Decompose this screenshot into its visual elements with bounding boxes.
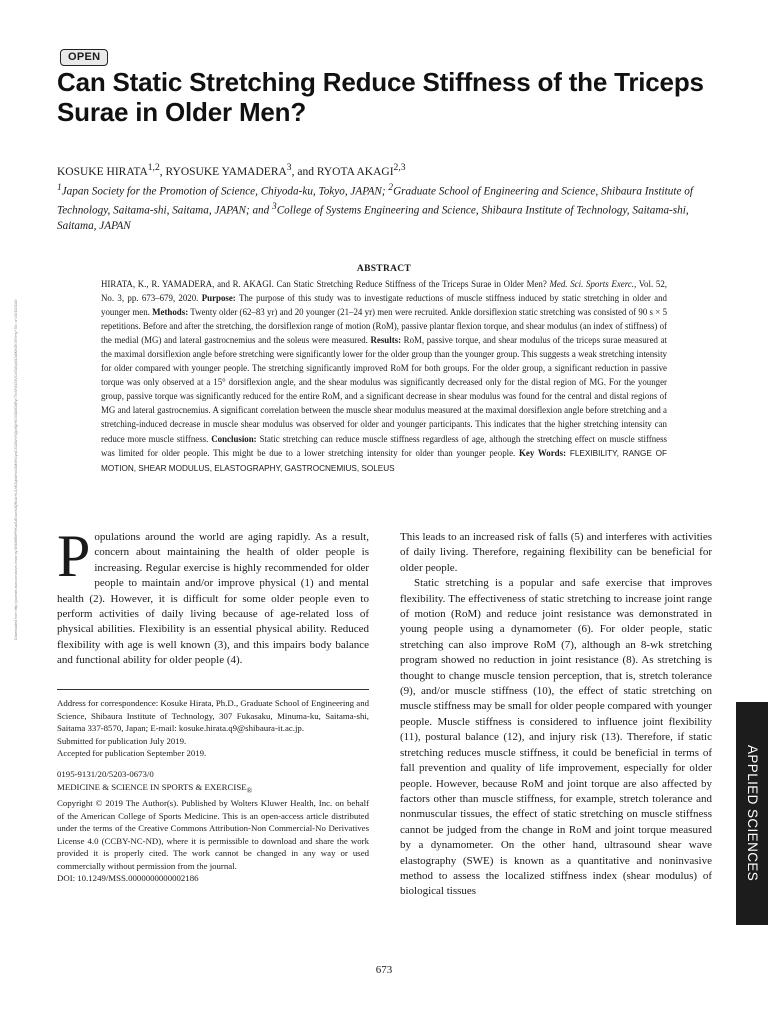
abstract-citation: HIRATA, K., R. YAMADERA, and R. AKAGI. Can Static Stretching Reduce Stiffness of the Triceps Surae in Older Men? bbox=[101, 279, 550, 289]
article-title: Can Static Stretching Reduce Stiffness of the Triceps Surae in Older Men? bbox=[57, 67, 704, 127]
affiliation-marker: 3 bbox=[272, 202, 277, 213]
registered-mark: ® bbox=[246, 785, 253, 795]
abstract-results-label: Results: bbox=[370, 335, 402, 346]
affiliation-text: Graduate School of Engineering and Science, Shibaura Institute of Technology, Saitama-shi, Saitama, JAPAN; and bbox=[57, 185, 693, 217]
submitted-date: Submitted for publication July 2019. bbox=[57, 735, 187, 746]
abstract-conclusion: Static stretching can reduce muscle stiffness regardless of age, although the stretching effect on muscle stiffness was limited for older people. This might be due to a lower stretching intensity for older than younger people. bbox=[101, 433, 668, 458]
accepted-date: Accepted for publication September 2019. bbox=[57, 748, 207, 759]
abstract-keywords: FLEXIBILITY, RANGE OF MOTION, SHEAR MODULUS, ELASTOGRAPHY, GASTROCNEMIUS, SOLEUS bbox=[101, 448, 667, 473]
author-name: RYOTA AKAGI bbox=[316, 165, 394, 178]
abstract-body bbox=[101, 277, 667, 476]
author-affiliation-marker: 1,2 bbox=[147, 162, 160, 173]
abstract-heading: ABSTRACT bbox=[356, 264, 412, 274]
copyright-notice: Copyright © 2019 The Author(s). Published by Wolters Kluwer Health, Inc. on behalf of the American College of Sports Medicine. This is an open-access article distributed under the terms of the Creative Commons Attribution-Non Commercial-No Derivatives License 4.0 (CCBY-NC-ND), where it is permissible to download and share the work provided it is properly cited. The work cannot be changed in any way or used commercially without permission from the journal. bbox=[57, 797, 369, 871]
doi-line: DOI: 10.1249/MSS.0000000000002186 bbox=[57, 873, 199, 884]
download-watermark: Downloaded from http://journals.lww.com/acsm-msse by BhDMf5ePHKav1zEoum1tQfN4a+kJLhEZgbsIHo4XMi0hCywCX1AWnYQp/IlQrHD3i3D0OdRyi7TvSFl4Cf3VC4/OAVpDDa8KKGKV0Ymy+78= on 03/15/2020 bbox=[14, 299, 18, 640]
body-column-right bbox=[400, 530, 712, 900]
abstract-methods-label: Methods: bbox=[152, 307, 189, 318]
affiliation-text: Japan Society for the Promotion of Science, Chiyoda-ku, Tokyo, JAPAN; bbox=[61, 185, 389, 198]
correspondence-note: Address for correspondence: Kosuke Hirata, Ph.D., Graduate School of Engineering and Science, Shibaura Institute of Technology, 307 Fukasaku, Minuma-ku, Saitama-shi, Saitama 337-8570, Japan; E-mail: kosuke.hirata.q9@shibaura-it.ac.jp. bbox=[57, 698, 369, 734]
journal-name-line bbox=[57, 781, 369, 797]
body-column-left bbox=[57, 523, 369, 669]
abstract-purpose: The purpose of this study was to investigate reductions of muscle stiffness induced by static stretching in older and younger men. bbox=[101, 293, 667, 318]
abstract-journal: Med. Sci. Sports Exerc. bbox=[549, 279, 635, 289]
journal-name: MEDICINE & SCIENCE IN SPORTS & EXERCISE bbox=[57, 781, 247, 792]
abstract-citation-end: , Vol. 52, No. 3, pp. 673–679, 2020. bbox=[101, 279, 667, 304]
open-access-badge: OPEN bbox=[60, 49, 108, 66]
abstract-results: RoM, passive torque, and shear modulus of the triceps surae measured at the maximal dorsiflexion angle before stretching were significantly lower for the older group than the younger group. This suggests a weak stretching intensity for older compared with younger people. The stretching significantly improved RoM for both groups. For the older group, a significant reduction in passive torque was only observed at a 15° dorsiflexion angle, and the shear modulus was significantly decreased only for the distal region of MG. For the younger group, passive torque was significantly reduced for the entire RoM, and a significant decrease in shear modulus was found for the central and distal regions of MG and lateral gastrocnemius. A significant correlation between the muscle shear modulus measured at the maximal dorsiflexion angle before stretching and a stretching-induced decrease in muscle shear modulus was observed for older and younger participants. This indicates that the higher stretching intensity can reduce more muscle stiffness. bbox=[101, 335, 668, 444]
abstract-methods: Twenty older (62–83 yr) and 20 younger (21–24 yr) men were recruited. Ankle dorsiflexion static stretching was consisted of 90 s × 5 repetitions. Before and after the stretching, the dorsiflexion range of motion (RoM), passive plantar flexion torque, and shear modulus (an index of stiffness) of the medial (MG) and lateral gastrocnemius and the soleus were measured. bbox=[101, 307, 668, 346]
article-notes bbox=[57, 697, 369, 885]
author-affiliation-marker: 3 bbox=[286, 162, 292, 173]
body-text: opulations around the world are aging rapidly. As a result, concern about maintaining the health of older people is increasing. Regular exercise is highly recommended for older people to maintain and/or improve physical (1) and mental health (2). However, it is difficult for some older people even to perform activities of daily living because of age-related loss of physical abilities. Flexibility is an essential physical ability. Reduced flexibility with age is well known (3), and this impairs body balance and functional ability for older people (4). bbox=[57, 531, 369, 667]
drop-cap: P bbox=[57, 523, 91, 589]
author-name: RYOSUKE YAMADERA bbox=[165, 165, 287, 178]
body-paragraph: Static stretching is a popular and safe exercise that improves flexibility. The effectiveness of static stretching to increase joint range of motion (RoM) and reduce joint resistance was demonstrated in young people using a dynamometer (6). For older people, static stretching can also improve RoM (7), although an 8-wk stretching program showed no reduction in joint resistance (8). As stretching is thought to change muscle tension perception, that is, stretch tolerance (9), and/or muscle stiffness (10), the effect of static stretching on muscle stiffness may be small for older people compared with younger people. Muscle stiffness is considered to influence joint flexibility (11), postural balance (12), and injury risk (13). Therefore, if static stretching reduces muscle stiffness, it could be beneficial in terms of fall prevention and quality of life improvement, especially for older people. However, because RoM and joint torque are also affected by factors other than muscle stiffness, for example, stretch tolerance and nonmuscular tissues, the effect of static stretching on muscle stiffness cannot be judged from the change in RoM and joint torque measured by a dynamometer. On the other hand, ultrasound shear wave elastography (SWE) is known as a quantitative and noninvasive method to assess the localized stiffness index (shear modulus) of biological tissues bbox=[400, 577, 712, 898]
affiliation-marker: 1 bbox=[57, 183, 62, 193]
abstract-conclusion-label: Conclusion: bbox=[211, 433, 257, 444]
body-paragraph: This leads to an increased risk of falls (5) and interferes with activities of daily living. Therefore, regaining flexibility can be beneficial for older people. bbox=[400, 531, 712, 574]
issn-line: 0195-9131/20/5203-0673/0 bbox=[57, 768, 154, 779]
section-tab bbox=[736, 702, 768, 925]
author-separator: , and bbox=[291, 165, 317, 178]
author-separator: , bbox=[159, 165, 166, 178]
affiliation-marker: 2 bbox=[388, 183, 394, 193]
author-name: KOSUKE HIRATA bbox=[57, 165, 148, 178]
abstract-keywords-label: Key Words: bbox=[519, 447, 567, 458]
body-paragraph bbox=[57, 523, 369, 669]
affiliations bbox=[57, 181, 722, 235]
author-list bbox=[57, 161, 406, 179]
abstract-purpose-label: Purpose: bbox=[201, 293, 236, 304]
section-tab-label: APPLIED SCIENCES bbox=[745, 745, 760, 882]
page-number: 673 bbox=[375, 964, 393, 976]
author-affiliation-marker: 2,3 bbox=[393, 162, 406, 173]
affiliation-text: College of Systems Engineering and Science, Shibaura Institute of Technology, Saitama-shi, Saitama, JAPAN bbox=[57, 204, 689, 233]
footnote-divider bbox=[57, 689, 369, 690]
